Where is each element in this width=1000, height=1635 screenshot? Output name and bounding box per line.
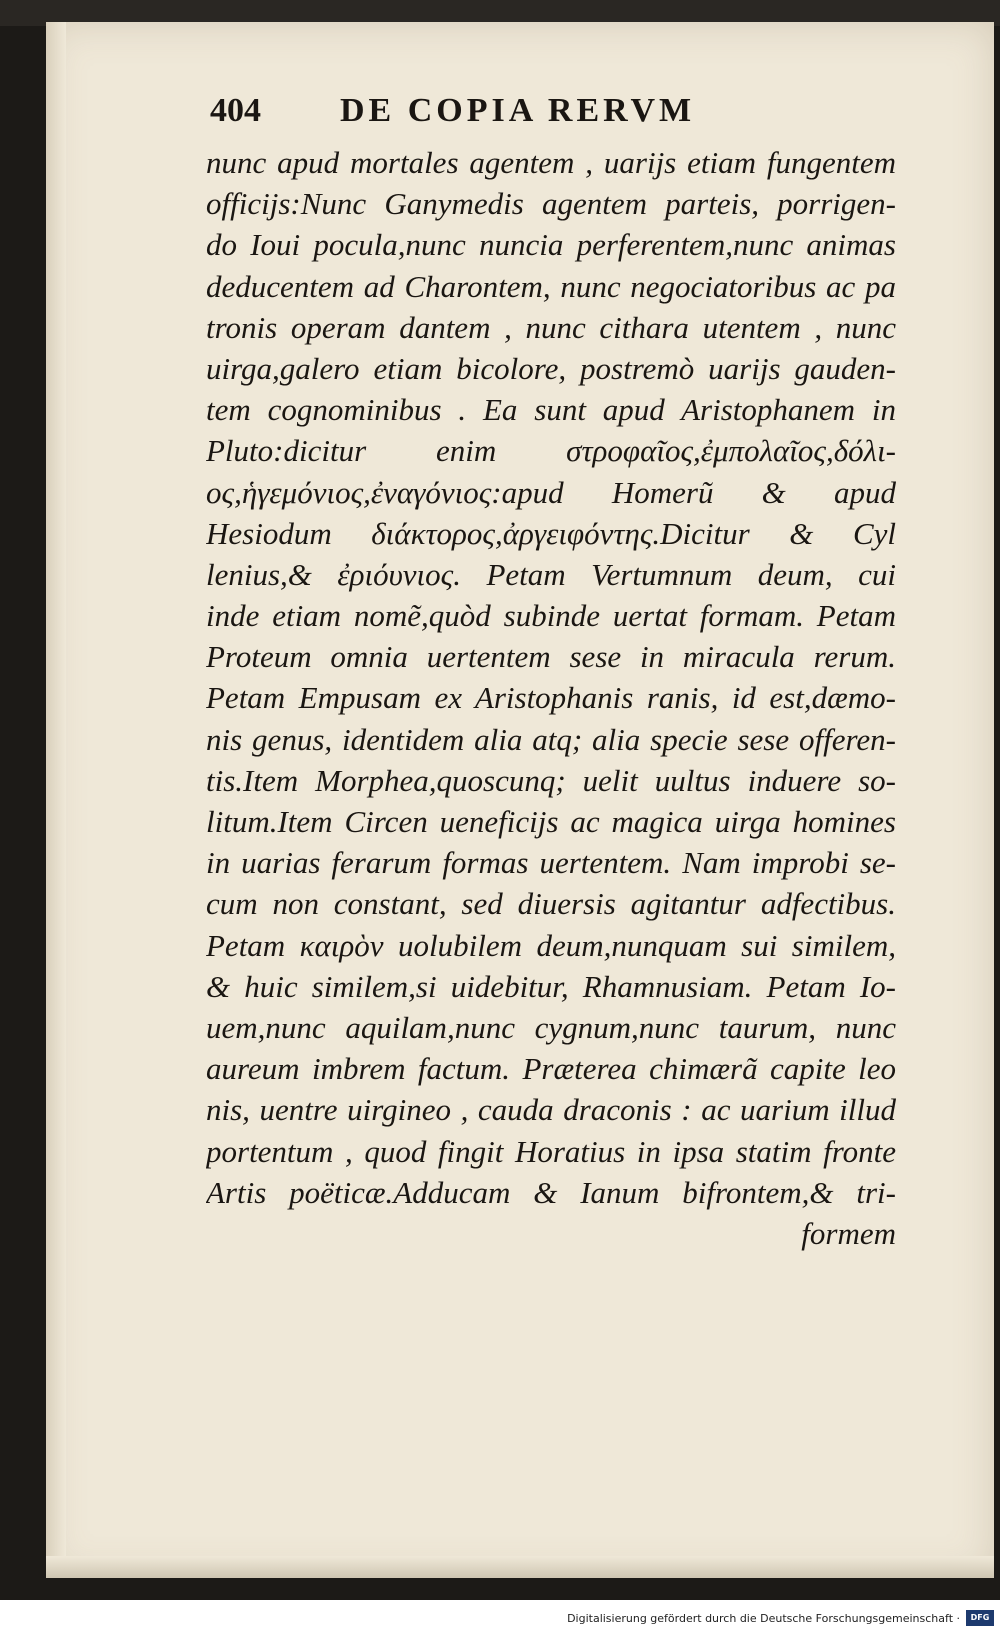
text-line: Proteum omnia uertentem sese in miracula rerum.: [206, 639, 896, 675]
text-line: do Ioui pocula,nunc nuncia perferentem,nunc animas: [206, 227, 896, 263]
text-line: inde etiam nomẽ,quòd subinde uertat formam. Petam: [206, 598, 896, 634]
text-line: nis genus, identidem alia atq; alia specie sese offeren-: [206, 721, 896, 757]
text-line: nunc apud mortales agentem , uarijs etiam fungentem: [206, 145, 896, 180]
text-line: lenius,& ἐριόυνιος. Petam Vertumnum deum, cui: [206, 556, 896, 592]
text-line: Pluto:dicitur enim στροφαῖος,ἐμπολαῖος,δόλι-: [206, 433, 896, 469]
dfg-logo: DFG: [966, 1610, 994, 1626]
body-text: [206, 142, 896, 1254]
text-line: cum non constant, sed diuersis agitantur adfectibus.: [206, 886, 896, 922]
text-line: in uarias ferarum formas uertentem. Nam improbi se-: [206, 845, 896, 881]
text-line: nis, uentre uirgineo , cauda draconis : ac uarium illud: [206, 1092, 896, 1128]
text-line: uirga,galero etiam bicolore, postremò uarijs gauden-: [206, 350, 896, 386]
text-line: uem,nunc aquilam,nunc cygnum,nunc taurum, nunc: [206, 1009, 896, 1045]
text-line: tis.Item Morphea,quoscunq; uelit uultus induere so-: [206, 762, 896, 798]
text-line: ος,ἡγεμόνιος,ἐναγόνιος:apud Homerũ & apud: [206, 474, 896, 510]
running-head: [210, 72, 800, 132]
funding-note: Digitalisierung gefördert durch die Deutsche Forschungsgemeinschaft ·: [567, 1612, 960, 1625]
footer-bar: [0, 1604, 1000, 1635]
text-line: deducentem ad Charontem, nunc negociatoribus ac pa: [206, 268, 896, 304]
text-line: aureum imbrem factum. Præterea chimærã capite leo: [206, 1051, 896, 1087]
page-gutter-shadow: [46, 22, 66, 1578]
text-line: tem cognominibus . Ea sunt apud Aristophanem in: [206, 392, 896, 428]
text-line: portentum , quod fingit Horatius in ipsa statim fronte: [206, 1133, 896, 1169]
text-line: tronis operam dantem , nunc cithara utentem , nunc: [206, 309, 896, 345]
text-line: & huic similem,si uidebitur, Rhamnusiam. Petam Io-: [206, 968, 896, 1004]
page-bottom-edge: [46, 1556, 994, 1578]
text-line: Petam καιρὸν uolubilem deum,nunquam sui similem,: [206, 927, 896, 963]
page-heading: DE COPIA RERVM: [340, 92, 696, 129]
text-line: formem: [801, 1215, 896, 1251]
text-line: Hesiodum διάκτορος,ἀργειφόντης.Dicitur & Cyl: [206, 515, 896, 551]
text-line: officijs:Nunc Ganymedis agentem parteis, porrigen-: [206, 186, 896, 222]
text-line: Petam Empusam ex Aristophanis ranis, id est,dæmo-: [206, 680, 896, 716]
page-number: 404: [210, 92, 261, 129]
text-line: Artis poëticæ.Adducam & Ianum bifrontem,& tri-: [206, 1174, 896, 1210]
text-line: litum.Item Circen ueneficijs ac magica uirga homines: [206, 804, 896, 839]
